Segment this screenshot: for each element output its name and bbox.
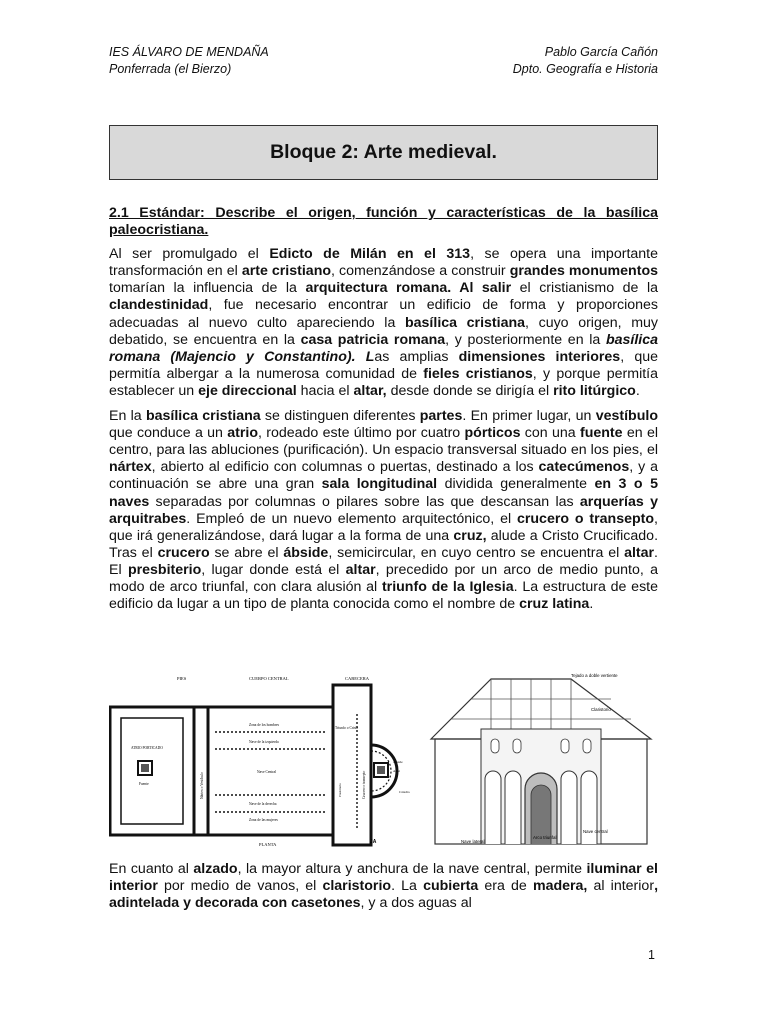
school-name: IES ÁLVARO DE MENDAÑA: [109, 45, 269, 59]
plan-label-planta: PLANTA: [259, 842, 277, 847]
figures: [109, 669, 658, 849]
plan-label-triunfal: Triunfo o Cristo: [335, 726, 359, 730]
p2-run: , que irá generalizándose, dará lugar a la forma de una: [109, 510, 658, 544]
section-heading: 2.1 Estándar: Describe el origen, función y características de la basílica paleocristiana.: [109, 205, 658, 239]
p1-run: basílica romana (Majencio y Constantino). L: [109, 331, 658, 365]
p2-run: catecúmenos: [538, 459, 630, 476]
p2-run: , y a continuación se abre una gran: [109, 459, 658, 493]
basilica-section-image: [421, 669, 661, 847]
bottom-run: por medio de vanos, el: [157, 878, 323, 895]
p2-run: se distinguen diferentes: [260, 408, 420, 425]
p2-run: . En primer lugar, un: [462, 408, 596, 425]
p2-run: partes: [419, 408, 463, 425]
p2-run: . El: [109, 544, 658, 578]
p2-run: con una: [520, 425, 580, 442]
p2-run: que conduce a un: [109, 425, 228, 442]
bottom-run: alzado: [193, 861, 238, 877]
school-city: Ponferrada (el Bierzo): [109, 62, 232, 76]
bottom-run: , y a dos aguas al: [360, 895, 472, 912]
p1-run: , se opera una importante transformación en el: [109, 246, 658, 280]
p2-run: , precedido por un arco de medio punto, a modo de arco triunfal, con clara alusión al: [109, 561, 659, 595]
p1-run: , cuyo origen, muy debatido, se encuentra en la: [109, 314, 659, 348]
page-title: Bloque 2: Arte medieval.: [270, 141, 497, 163]
bottom-run: claristorio: [322, 878, 392, 895]
p2-run: . La estructura de este edificio da lugar a un tipo de planta conocida como el nombre de: [109, 578, 659, 613]
plan-label-mujeres: Zona de las mujeres: [249, 818, 278, 822]
p2-run: cruz latina: [519, 596, 590, 613]
bottom-run: cubierta: [423, 878, 479, 895]
p2-run: arquerías y arquitrabes: [109, 493, 658, 527]
p1-run: .: [635, 382, 640, 399]
department-name: Dpto. Geografía e Historia: [512, 62, 658, 76]
p2-run: En la: [109, 408, 146, 425]
author-name: Pablo García Cañón: [544, 45, 658, 59]
plan-label-presbiterio: Presbiterio: [338, 783, 342, 797]
page-number: 1: [648, 948, 655, 962]
basilica-plan-image: [109, 669, 414, 849]
plan-label-nartex: Nártex o Vestíbulo: [200, 772, 204, 799]
p2-run: pórticos: [464, 425, 521, 442]
p2-run: cruz,: [453, 527, 487, 544]
p1-run: basílica cristiana: [404, 314, 526, 331]
main-content: [109, 205, 658, 621]
p2-run: se abre el: [209, 544, 284, 561]
p1-run: arte cristiano: [241, 263, 332, 280]
p2-run: basílica cristiana: [145, 408, 261, 425]
plan-label-abside: Ábside: [393, 760, 403, 764]
p1-run: as amplias: [374, 348, 459, 365]
p2-run: separadas por columnas o pilares sobre las que descansan las: [149, 493, 580, 510]
plan-label-atrio: ATRIO PORTICADO: [131, 746, 163, 750]
p2-run: fuente: [579, 425, 623, 442]
p2-run: triunfo de la Iglesia: [381, 578, 514, 595]
p1-run: el cristianismo de la: [511, 280, 658, 297]
p1-run: arquitectura romana. Al salir: [305, 280, 512, 297]
section-label-tejado: Tejado a doble vertiente: [571, 673, 618, 678]
p2-run: .: [589, 596, 594, 613]
p1-run: Edicto de Milán en el 313: [269, 246, 471, 263]
bottom-run: madera,: [532, 878, 588, 895]
p1-run: dimensiones interiores: [458, 348, 621, 365]
p2-run: en 3 o 5 naves: [109, 476, 658, 510]
paragraph-elevation: [109, 861, 658, 912]
section-label-arco: Arco triunfal: [533, 835, 557, 840]
plan-label-pies: PIES: [177, 676, 187, 681]
p2-run: , rodeado este último por cuatro: [258, 425, 465, 442]
p2-run: crucero o transepto: [516, 510, 655, 527]
p2-run: ábside: [283, 544, 329, 561]
paragraph-parts: [109, 408, 658, 613]
p1-run: , fue necesario encontrar un edificio de forma y proporciones adecuadas al nuevo culto apareciendo la: [109, 297, 658, 331]
bottom-run: , la mayor altura y anchura de la nave central, permite: [237, 861, 587, 877]
p2-run: atrio: [227, 425, 258, 442]
p1-run: Al ser promulgado el: [109, 246, 270, 263]
p2-run: , abierto al edificio con columnas o puertas, destinado a los: [151, 459, 539, 476]
p2-run: altar: [624, 544, 655, 561]
bottom-run: . La: [391, 878, 424, 895]
p1-run: fieles cristianos: [423, 365, 533, 382]
p2-run: sala longitudinal: [321, 476, 438, 493]
header-right: [513, 44, 658, 78]
bottom-run: al interior: [587, 878, 655, 895]
section-label-nave-lateral: Nave lateral: [461, 839, 485, 844]
p2-run: vestíbulo: [595, 408, 658, 425]
p1-run: , que permitía albergar a la numerosa comunidad de: [109, 348, 658, 382]
plan-label-fuente: Fuente: [139, 782, 149, 786]
plan-label-altar: Altar: [393, 769, 400, 773]
p2-run: altar: [345, 561, 376, 578]
p2-run: presbiterio: [127, 561, 202, 578]
bottom-run: , adintelada y decorada con casetones: [109, 878, 659, 912]
section-label-claristorio: Claristorio: [591, 707, 611, 712]
p1-run: altar,: [353, 382, 387, 399]
plan-label-ja: JA: [370, 839, 377, 845]
title-box: [109, 125, 658, 180]
p1-run: clandestinidad: [109, 297, 209, 314]
bottom-run: En cuanto al: [109, 861, 194, 877]
p1-run: rito litúrgico: [553, 382, 636, 399]
p2-run: dividida generalmente: [437, 476, 595, 493]
paragraph-origin: [109, 246, 658, 400]
bottom-run: era de: [478, 878, 533, 895]
plan-label-cabecera: CABECERA: [345, 676, 370, 681]
p1-run: grandes monumentos: [509, 263, 658, 280]
p1-run: eje direccional: [198, 382, 297, 399]
p2-run: , semicircular, en cuyo centro se encuentra el: [328, 544, 625, 561]
p2-run: crucero: [157, 544, 210, 561]
header-left: [109, 44, 269, 78]
p1-run: desde donde se dirigía el: [386, 382, 554, 399]
p2-run: en el centro, para las abluciones (purificación). Un espacio transversal situado en los pies, el: [109, 425, 659, 459]
plan-label-nave-der: Nave de la derecha: [249, 802, 277, 806]
plan-label-cuerpo: CUERPO CENTRAL: [249, 676, 289, 681]
p1-run: , y posteriormente en la: [445, 331, 606, 348]
p1-run: tomarían la influencia de la: [109, 280, 306, 297]
p1-run: hacia el: [296, 382, 354, 399]
plan-label-nave-izq: Nave de la izquierda: [249, 740, 279, 744]
plan-label-hombres: Zona de los hombres: [249, 723, 280, 727]
p2-run: nártex: [109, 459, 152, 476]
p1-run: , y porque permitía establecer un: [109, 365, 658, 399]
plan-label-catedra: Cátedra: [399, 790, 410, 794]
bottom-run: iluminar el interior: [109, 861, 658, 895]
plan-label-transepto: Crucero o transepto: [362, 770, 366, 799]
p1-run: , comenzándose a construir: [331, 263, 510, 280]
p2-run: , lugar donde está el: [201, 561, 346, 578]
section-label-nave-central: Nave central: [583, 829, 608, 834]
p2-run: alude a Cristo Crucificado. Tras el: [109, 527, 659, 561]
p1-run: casa patricia romana: [300, 331, 446, 348]
p2-run: . Empleó de un nuevo elemento arquitectónico, el: [186, 510, 517, 527]
plan-label-nave-central: Nave Central: [257, 770, 277, 774]
